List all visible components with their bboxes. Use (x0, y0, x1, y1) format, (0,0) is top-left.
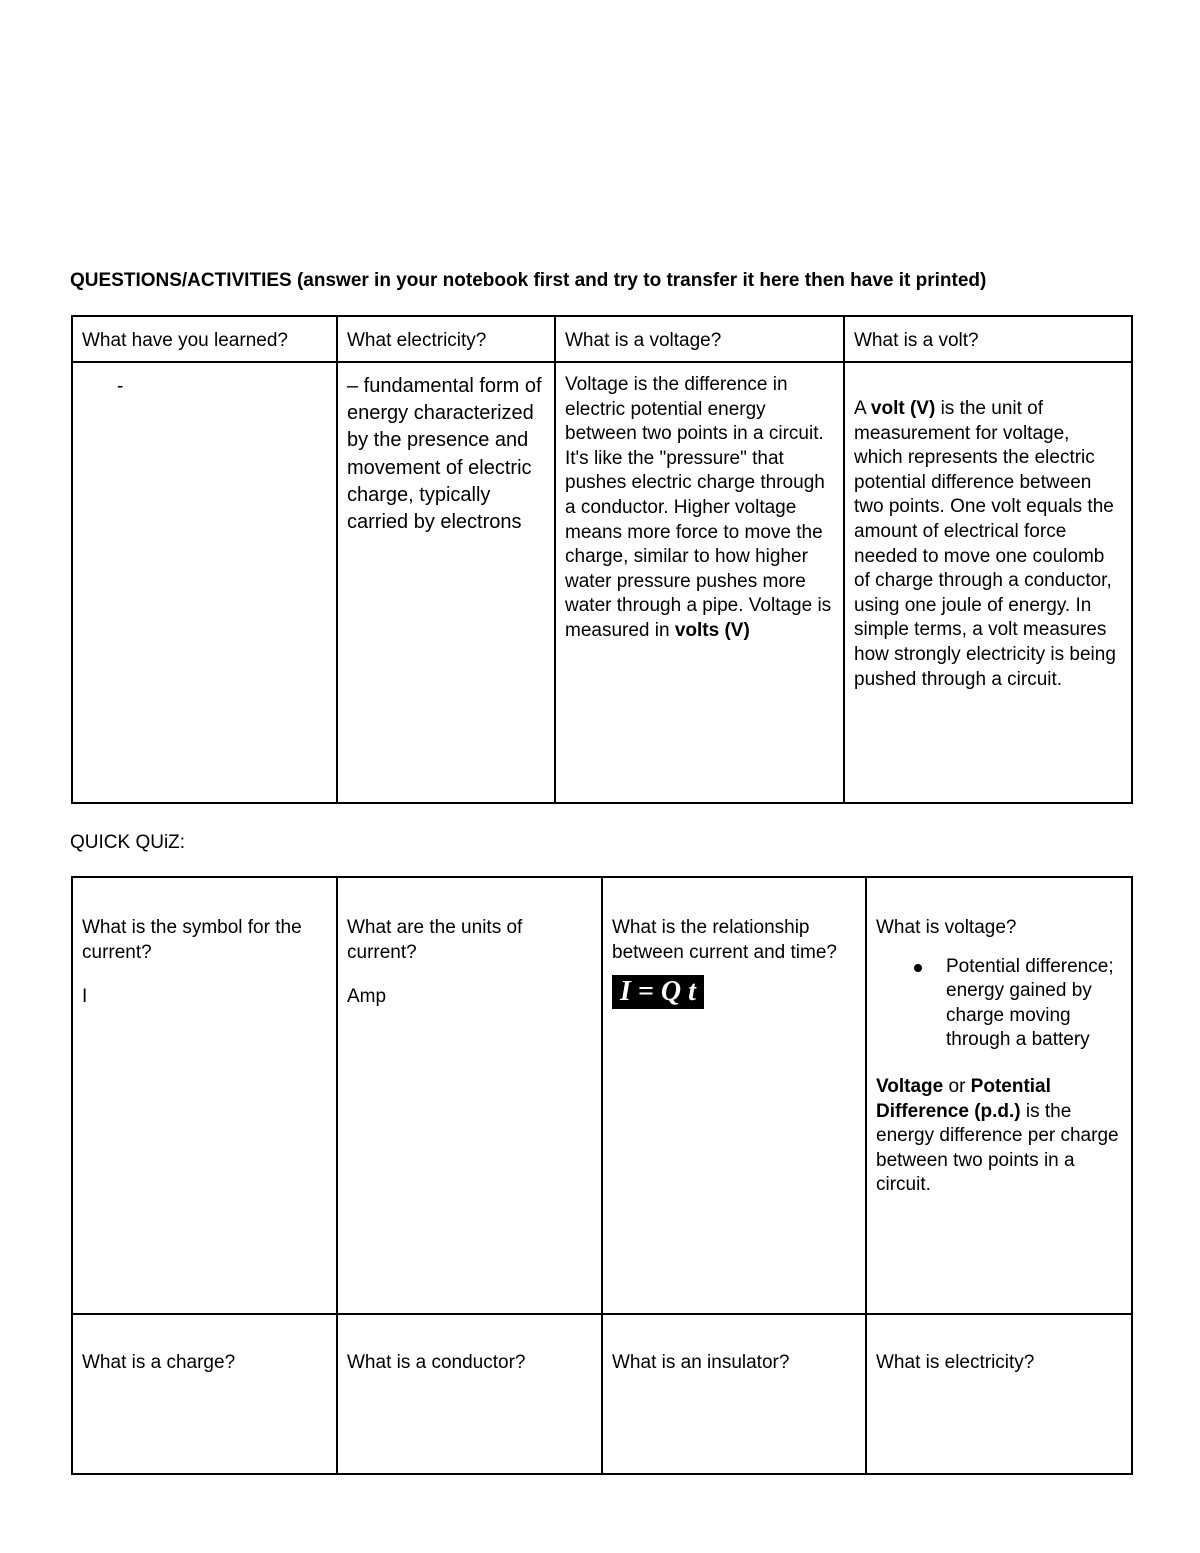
pd-term: Potential Difference (p.d.) (876, 1075, 1051, 1122)
voltage-definition-text: is the energy difference per charge between two points in a circuit. (876, 1100, 1119, 1196)
table-row (72, 362, 1132, 803)
volt-answer (844, 362, 1132, 803)
question-conductor: What is a conductor? (337, 1314, 602, 1474)
learned-answer: - (72, 362, 337, 803)
question-symbol: What is the symbol for the current? (82, 917, 302, 963)
question-charge: What is a charge? (72, 1314, 337, 1474)
volt-text: is the unit of measurement for voltage, which represents the electric potential difference between two points. One volt equals the amount of electrical force needed to move one coulomb of charge through a conductor, using one joule of energy. In simple terms, a volt measures how strongly electricity is being pushed through a circuit. (854, 398, 1116, 690)
header-electricity: What electricity? (337, 316, 555, 362)
table-row (72, 316, 1132, 362)
list-item: Potential difference; energy gained by charge moving through a battery (946, 955, 1122, 1053)
voltage-or: or (943, 1075, 971, 1097)
quiz-cell-voltage (866, 877, 1132, 1314)
quiz-cell-relationship (602, 877, 866, 1314)
activities-heading: QUESTIONS/ACTIVITIES (answer in your notebook first and try to transfer it here then have it printed) (70, 270, 987, 291)
question-voltage: What is voltage? (876, 917, 1017, 938)
voltage-text: Voltage is the difference in electric potential energy between two points in a circuit. It's like the "pressure" that pushes electric charge through a conductor. Higher voltage means more force to move the charge, similar to how higher water pressure pushes more water through a pipe. Voltage is measured in (565, 374, 832, 641)
question-units: What are the units of current? (347, 917, 523, 963)
question-insulator: What is an insulator? (602, 1314, 866, 1474)
voltage-definition (876, 1075, 1122, 1198)
quiz-cell-units (337, 877, 602, 1314)
activities-table (71, 315, 1133, 804)
answer-symbol: I (82, 986, 88, 1008)
answer-units: Amp (347, 986, 387, 1008)
header-volt: What is a volt? (844, 316, 1132, 362)
voltage-answer (555, 362, 844, 803)
formula-current: I = Q t (612, 975, 704, 1009)
voltage-term: Voltage (876, 1075, 944, 1097)
volt-prefix: A (854, 398, 871, 419)
header-learned: What have you learned? (72, 316, 337, 362)
question-electricity: What is electricity? (866, 1314, 1132, 1474)
quick-quiz-label: QUICK QUiZ: (70, 832, 186, 853)
volt-term: volt (V) (870, 398, 936, 419)
header-voltage: What is a voltage? (555, 316, 844, 362)
question-relationship: What is the relationship between current and time? (612, 917, 837, 963)
quiz-cell-symbol (72, 877, 337, 1314)
table-row (72, 877, 1132, 1314)
voltage-bullet-list (876, 955, 1122, 1053)
electricity-answer: – fundamental form of energy characterized by the presence and movement of electric charge, typically carried by electrons (337, 362, 555, 803)
quiz-table (71, 876, 1133, 1475)
table-row (72, 1314, 1132, 1474)
voltage-unit: volts (V) (674, 619, 750, 641)
